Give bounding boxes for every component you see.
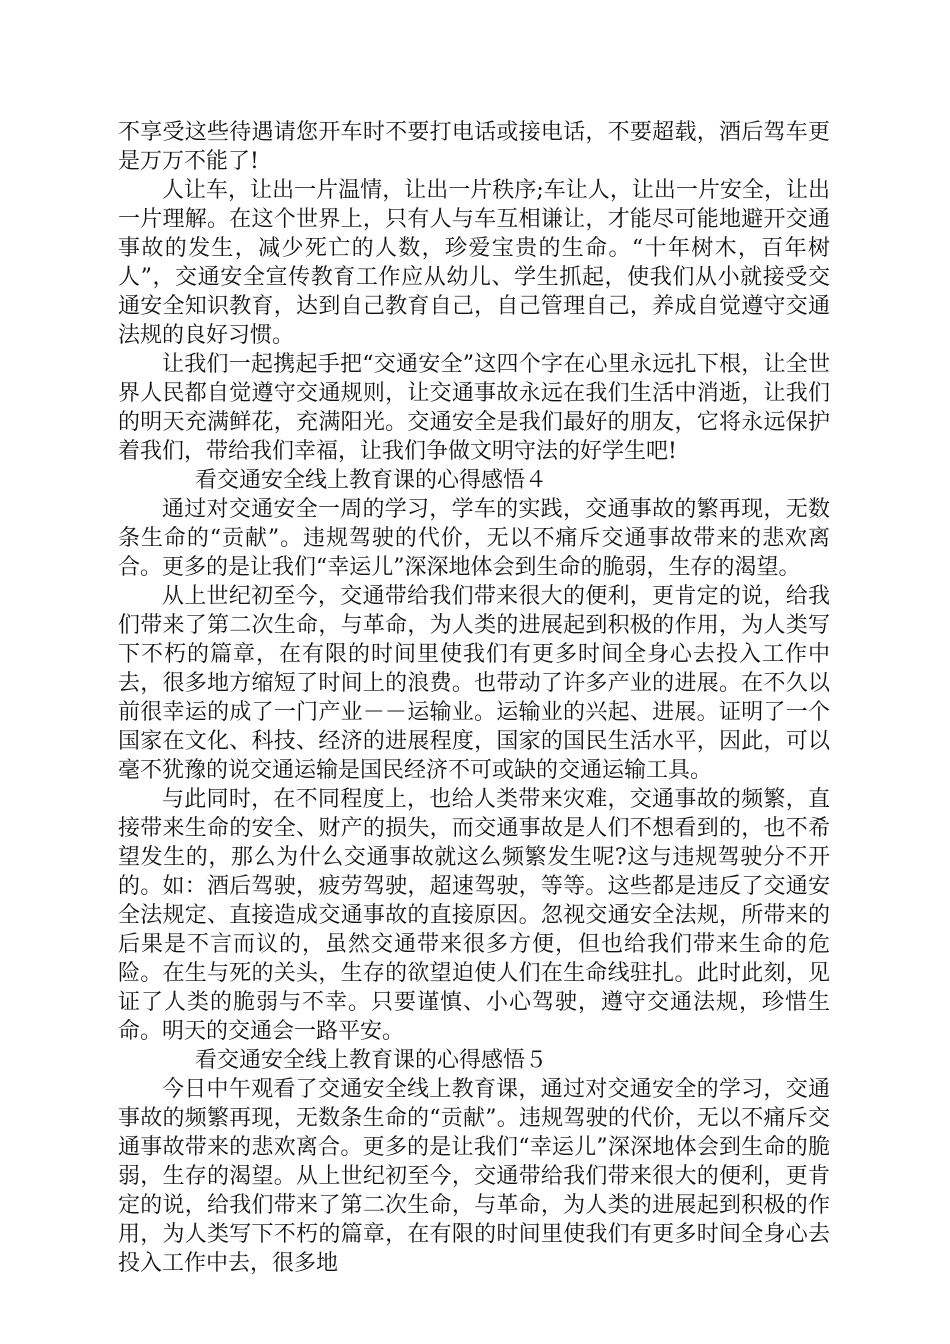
paragraph-5: 从上世纪初至今，交通带给我们带来很大的便利，更肯定的说，给我们带来了第二次生命，与革命，为人类的进展起到积极的作用，为人类写下不朽的篇章，在有限的时间里使我们有更多时间全身心去投入工作中去，很多地方缩短了时间上的浪费。也带动了许多产业的进展。在不久以前很幸运的成了一门产业－－运输业。运输业的兴起、进展。证明了一个国家在文化、科技、经济的进展程度，国家的国民生活水平，因此，可以毫不犹豫的说交通运输是国民经济不可或缺的交通运输工具。: [118, 584, 830, 783]
paragraph-6: 与此同时，在不同程度上，也给人类带来灾难，交通事故的频繁，直接带来生命的安全、财产的损失，而交通事故是人们不想看到的，也不希望发生的，那么为什么交通事故就这么频繁发生呢?这与违规驾驶分不开的。如：酒后驾驶，疲劳驾驶，超速驾驶，等等。这些都是违反了交通安全法规定、直接造成交通事故的直接原因。忽视交通安全法规，所带来的后果是不言而议的，虽然交通带来很多方便，但也给我们带来生命的危险。在生与死的关头，生存的欲望迫使人们在生命线驻扎。此时此刻，见证了人类的脆弱与不幸。只要谨慎、小心驾驶，遵守交通法规，珍惜生命。明天的交通会一路平安。: [118, 787, 830, 1044]
paragraph-4: 通过对交通安全一周的学习，学车的实践，交通事故的繁再现，无数条生命的“贡献”。违规驾驶的代价，无以不痛斥交通事故带来的悲欢离合。更多的是让我们“幸运儿”深深地体会到生命的脆弱，生存的渴望。: [118, 497, 830, 580]
section-heading-4: 看交通安全线上教育课的心得感悟４: [195, 468, 548, 493]
paragraph-7: 今日中午观看了交通安全线上教育课，通过对交通安全的学习，交通事故的频繁再现，无数条生命的“贡献”。违规驾驶的代价，无以不痛斥交通事故带来的悲欢离合。更多的是让我们“幸运儿”深深地体会到生命的脆弱，生存的渴望。从上世纪初至今，交通带给我们带来很大的便利，更肯定的说，给我们带来了第二次生命，与革命，为人类的进展起到积极的作用，为人类写下不朽的篇章，在有限的时间里使我们有更多时间全身心去投入工作中去，很多地: [118, 1077, 830, 1276]
paragraph-2: 人让车，让出一片温情，让出一片秩序;车让人，让出一片安全，让出一片理解。在这个世界上，只有人与车互相谦让，才能尽可能地避开交通事故的发生，减少死亡的人数，珍爱宝贵的生命。“十年树木，百年树人”，交通安全宣传教育工作应从幼儿、学生抓起，使我们从小就接受交通安全知识教育，达到自己教育自己，自己管理自己，养成自觉遵守交通法规的良好习惯。: [118, 178, 830, 348]
paragraph-1: 不享受这些待遇请您开车时不要打电话或接电话，不要超载，酒后驾车更是万万不能了!: [118, 120, 830, 174]
document-page: [118, 118, 830, 1278]
paragraph-3: 让我们一起携起手把“交通安全”这四个字在心里永远扎下根，让全世界人民都自觉遵守交通规则，让交通事故永远在我们生活中消逝，让我们的明天充满鲜花，充满阳光。交通安全是我们最好的朋友，它将永远保护着我们，带给我们幸福，让我们争做文明守法的好学生吧!: [118, 352, 830, 464]
section-heading-5: 看交通安全线上教育课的心得感悟５: [195, 1048, 548, 1073]
